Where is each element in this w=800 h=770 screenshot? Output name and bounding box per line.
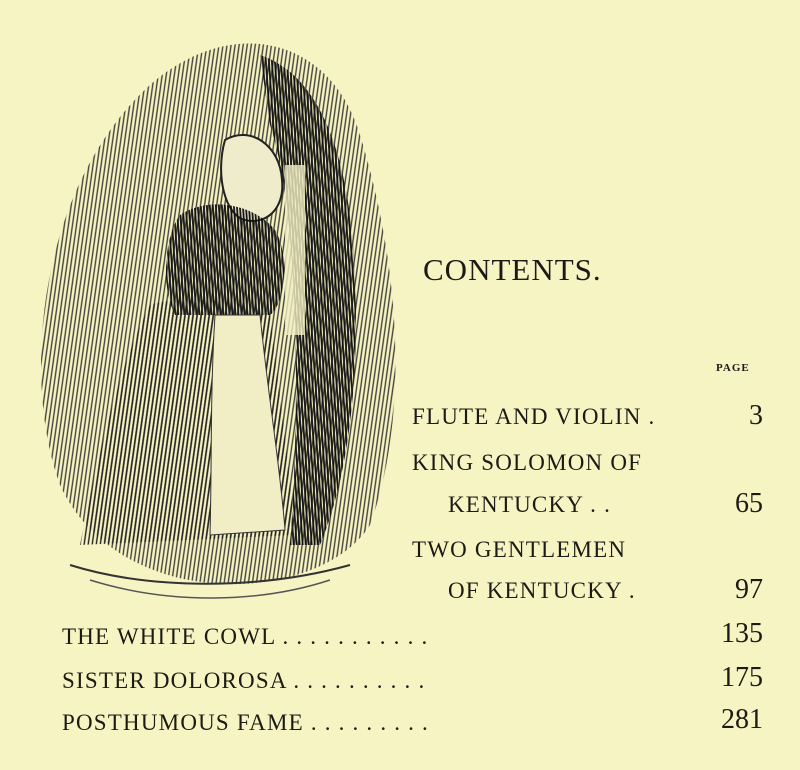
toc-entry-two-gentlemen-line1[interactable]: TWO GENTLEMEN [412, 537, 627, 562]
page-number: 65 [735, 488, 763, 519]
toc-entry-king-solomon-line2[interactable]: KENTUCKY . . [448, 492, 612, 517]
page-number: 135 [721, 618, 763, 649]
page-number: 175 [721, 662, 763, 693]
nun-at-window-illustration [0, 15, 410, 615]
toc-entry-two-gentlemen-line2[interactable]: OF KENTUCKY . [448, 578, 636, 603]
toc-entry-king-solomon-line1[interactable]: KING SOLOMON OF [412, 450, 643, 475]
page-number: 281 [721, 704, 763, 735]
page-number: 97 [735, 574, 763, 605]
toc-entry-posthumous-fame[interactable]: POSTHUMOUS FAME . . . . . . . . . [62, 710, 429, 735]
page-column-heading: PAGE [716, 362, 750, 374]
toc-entry-flute-and-violin[interactable]: FLUTE AND VIOLIN . [412, 404, 656, 429]
toc-entry-sister-dolorosa[interactable]: SISTER DOLOROSA . . . . . . . . . . [62, 668, 426, 693]
toc-entry-white-cowl[interactable]: THE WHITE COWL . . . . . . . . . . . [62, 624, 429, 649]
contents-title: CONTENTS. [423, 252, 602, 287]
page-number: 3 [749, 400, 763, 431]
